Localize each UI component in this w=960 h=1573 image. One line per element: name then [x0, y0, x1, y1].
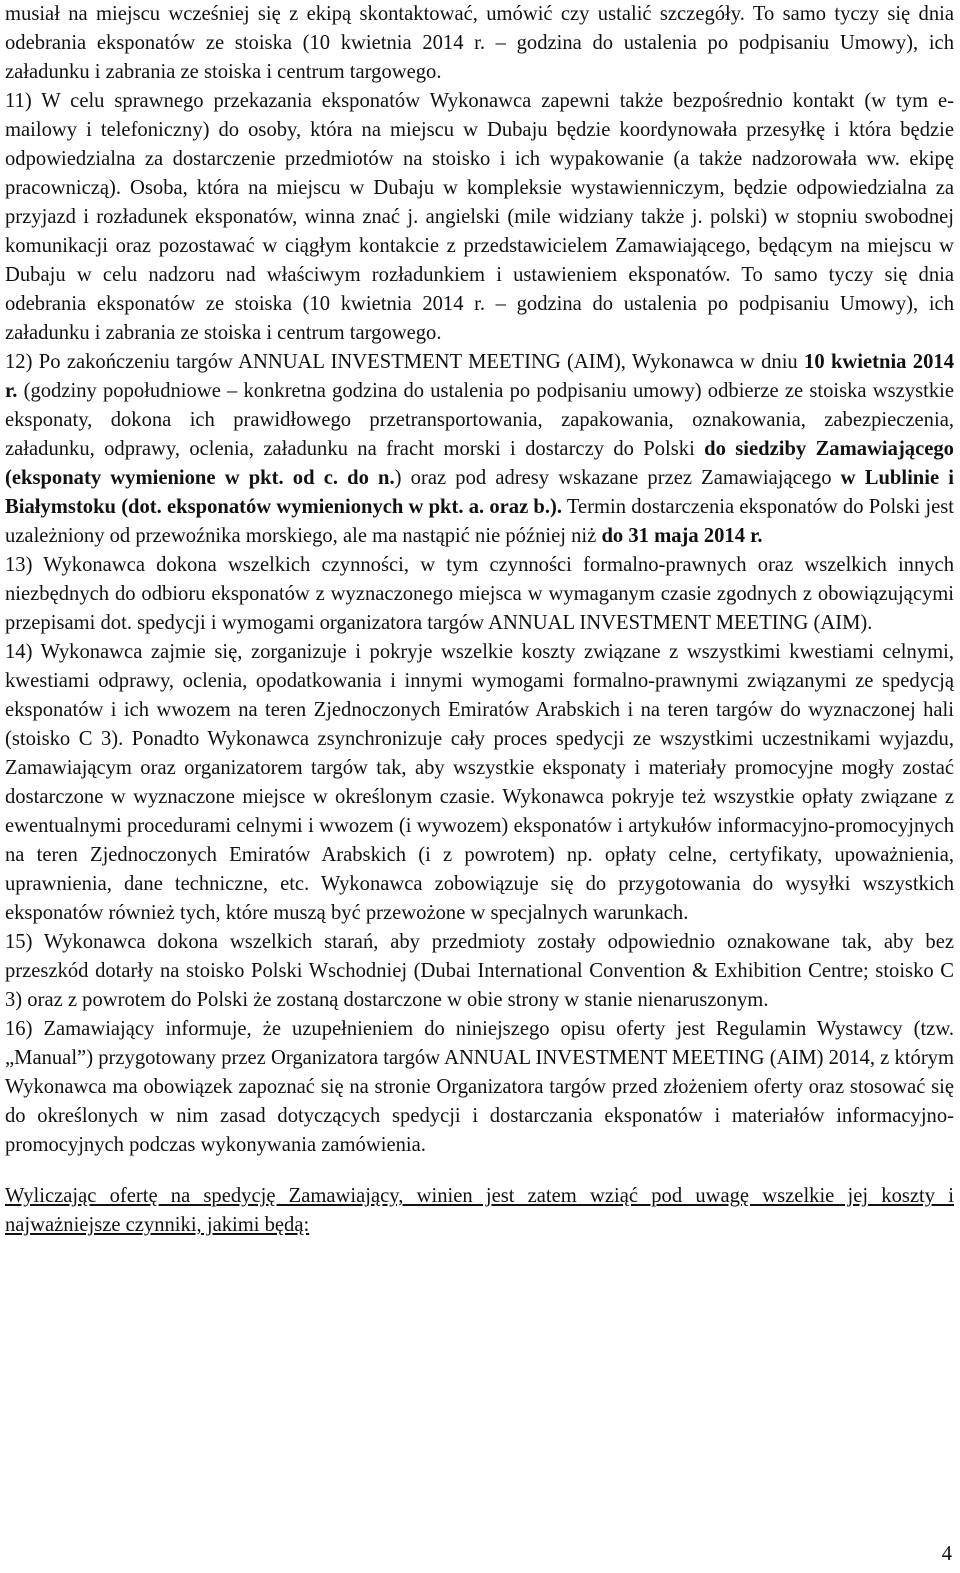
p12-date-bold: 10 kwietnia 2014 r. — [5, 351, 954, 402]
paragraph-11: 11) W celu sprawnego przekazania eksponatów Wykonawca zapewni także bezpośrednio kontakt (w tym e-mailowy i telefoniczny) do osoby, która na miejscu w Dubaju będzie koordynowała przesyłkę i która będzie odpowiedzialna za dostarczenie przedmiotów na stoisko i ich wypakowanie (a także nadzorowała ww. ekipę pracowniczą). Osoba, która na miejscu w Dubaju w kompleksie wystawienniczym, będzie odpowiedzialna za przyjazd i rozładunek eksponatów, winna znać j. angielski (mile widziany także j. polski) w stopniu swobodnej komunikacji oraz pozostawać w ciągłym kontakcie z przedstawicielem Zamawiającego, będącym na miejscu w Dubaju w celu nadzoru nad właściwym rozładunkiem i ustawieniem eksponatów. To samo tyczy się dnia odebrania eksponatów ze stoiska (10 kwietnia 2014 r. – godzina do ustalenia po podpisaniu Umowy), ich załadunku i zabrania ze stoiska i centrum targowego. — [5, 90, 954, 344]
intro-paragraph: musiał na miejscu wcześniej się z ekipą skontaktować, umówić czy ustalić szczegóły. To samo tyczy się dnia odebrania eksponatów ze stoiska (10 kwietnia 2014 r. – godzina do ustalenia po podpisaniu Umowy), ich załadunku i zabrania ze stoiska i centrum targowego. — [5, 3, 954, 83]
paragraph-12 — [5, 348, 954, 551]
paragraph-14: 14) Wykonawca zajmie się, zorganizuje i pokryje wszelkie koszty związane z wszystkimi kwestiami celnymi, kwestiami odprawy, oclenia, opodatkowania i innymi wymogami formalno-prawnymi związanymi ze spedycją eksponatów i ich wwozem na teren Zjednoczonych Emiratów Arabskich i na teren targów do wyznaczonej hali (stoisko C 3). Ponadto Wykonawca zsynchronizuje cały proces spedycji ze wszystkimi uczestnikami wyjazdu, Zamawiającym oraz organizatorem targów tak, aby wszystkie eksponaty i materiały promocyjne mogły zostać dostarczone w wyznaczone miejsce w określonym czasie. Wykonawca pokryje też wszystkie opłaty związane z ewentualnymi procedurami celnymi i wwozem (i wywozem) eksponatów i artykułów informacyjno-promocyjnych na teren Zjednoczonych Emiratów Arabskich (i z powrotem) np. opłaty celne, certyfikaty, upoważnienia, uprawnienia, dane techniczne, etc. Wykonawca zobowiązuje się do przygotowania do wysyłki wszystkich eksponatów również tych, które muszą być przewożone w specjalnych warunkach. — [5, 641, 954, 924]
p12-destination-bold: do siedziby Zamawiającego (eksponaty wymienione w pkt. od c. do n. — [5, 438, 954, 489]
paragraph-13: 13) Wykonawca dokona wszelkich czynności, w tym czynności formalno-prawnych oraz wszelkich innych niezbędnych do odbioru eksponatów z wyznaczonego miejsca w wymaganym czasie zgodnych z obowiązującymi przepisami dot. spedycji i wymogami organizatora targów ANNUAL INVESTMENT MEETING (AIM). — [5, 554, 954, 634]
closing-underlined-paragraph: Wyliczając ofertę na spedycję Zamawiający, winien jest zatem wziąć pod uwagę wszelkie jej koszty i najważniejsze czynniki, jakimi będą: — [5, 1185, 954, 1236]
p12-deadline-bold: do 31 maja 2014 r. — [601, 525, 763, 547]
p12-cities-bold: w Lublinie i Białymstoku (dot. eksponatów wymienionych w pkt. a. oraz b.). — [5, 467, 954, 518]
document-page — [5, 0, 954, 1240]
paragraph-16: 16) Zamawiający informuje, że uzupełnieniem do niniejszego opisu oferty jest Regulamin Wystawcy (tzw. „Manual”) przygotowany przez Organizatora targów ANNUAL INVESTMENT MEETING (AIM) 2014, z którym Wykonawca ma obowiązek zapoznać się na stronie Organizatora targów przed złożeniem oferty oraz stosować się do określonych w nim zasad dotyczących spedycji i dostarczania eksponatów i materiałów informacyjno-promocyjnych podczas wykonywania zamówienia. — [5, 1018, 954, 1156]
p12-text-1: 12) Po zakończeniu targów ANNUAL INVESTMENT MEETING (AIM), Wykonawca w dniu — [5, 351, 805, 373]
p12-text-3: ) oraz pod adresy wskazane przez Zamawiającego — [394, 467, 841, 489]
paragraph-15: 15) Wykonawca dokona wszelkich starań, aby przedmioty zostały odpowiednio oznakowane tak, aby bez przeszkód dotarły na stoisko Polski Wschodniej (Dubai International Convention & Exhibition Centre; stoisko C 3) oraz z powrotem do Polski że zostaną dostarczone w obie strony w stanie nienaruszonym. — [5, 931, 954, 1011]
page-number: 4 — [941, 1543, 952, 1565]
paragraph-spacer — [5, 1160, 954, 1182]
p12-text-2: (godziny popołudniowe – konkretna godzina do ustalenia po podpisaniu umowy) odbierze ze stoiska wszystkie eksponaty, dokona ich prawidłowego przetransportowania, zapakowania, oznakowania, zabezpieczenia, załadunku, odprawy, oclenia, załadunku na fracht morski i dostarczy do Polski — [5, 380, 954, 460]
p12-text-4: Termin dostarczenia eksponatów do Polski jest uzależniony od przewoźnika morskiego, ale ma nastąpić nie później niż — [5, 496, 954, 547]
